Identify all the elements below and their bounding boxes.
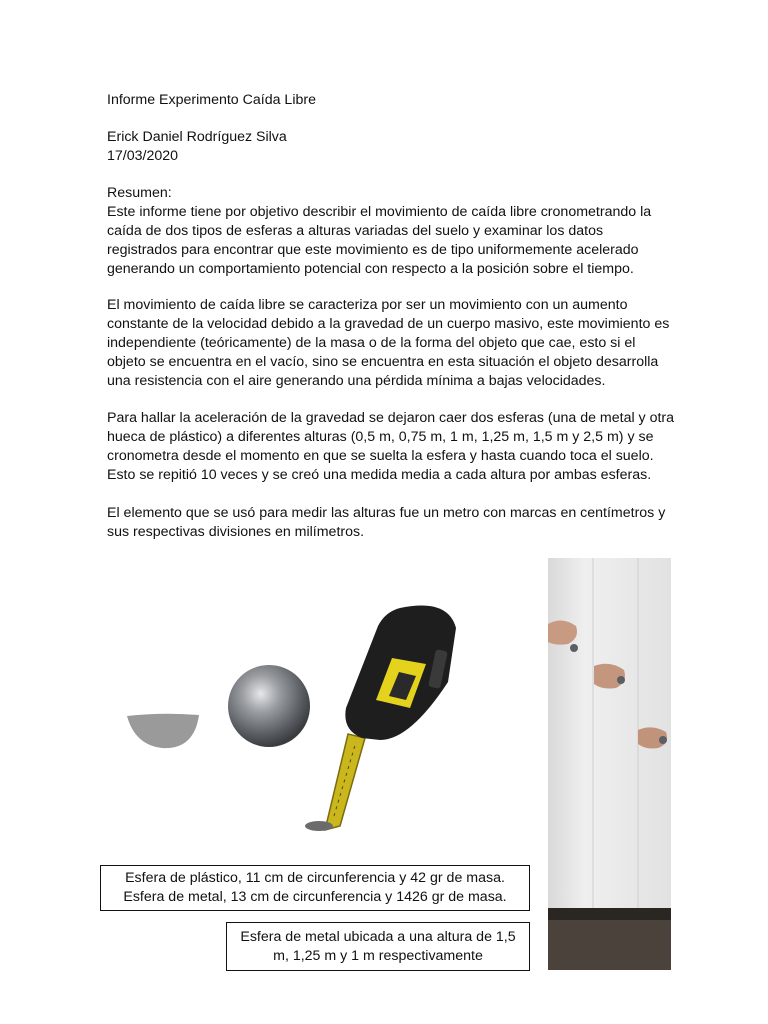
method-paragraph xyxy=(107,409,674,485)
caption-line: Esfera de plástico, 11 cm de circunferencia y 42 gr de masa. xyxy=(125,870,505,886)
plastic-half-sphere xyxy=(127,714,199,748)
paragraph-line: registrados para encontrar que este movimiento es de tipo uniformemente acelerado xyxy=(107,242,639,258)
measurement-paragraph xyxy=(107,504,665,542)
caption-line: Esfera de metal ubicada a una altura de 1,5 xyxy=(240,928,516,945)
spheres-and-tape-photo xyxy=(110,590,490,850)
paragraph-line: El movimiento de caída libre se caracteriza por ser un movimiento con un aumento xyxy=(107,297,628,313)
document-title: Informe Experimento Caída Libre xyxy=(107,92,316,108)
paragraph-line: Esto se repitió 10 veces y se creó una medida media a cada altura por ambas esferas. xyxy=(107,467,652,483)
report-date: 17/03/2020 xyxy=(107,148,179,164)
tape-measure xyxy=(305,606,456,832)
paragraph-line: independiente (teóricamente) de la masa o de la forma del objeto que cae, esto si el xyxy=(107,335,636,351)
metal-sphere xyxy=(228,665,310,747)
spheres-caption xyxy=(100,865,530,911)
paragraph-line: Este informe tiene por objetivo describir el movimiento de caída libre cronometrando la xyxy=(107,204,652,220)
free-fall-paragraph xyxy=(107,296,669,391)
paragraph-line: hueca de plástico) a diferentes alturas (0,5 m, 0,75 m, 1 m, 1,25 m, 1,5 m y 2,5 m) y se xyxy=(107,429,654,445)
heights-caption xyxy=(226,922,530,971)
summary-paragraph xyxy=(107,203,651,279)
summary-heading: Resumen: xyxy=(107,185,172,201)
caption-line: Esfera de metal, 13 cm de circunferencia y 1426 gr de masa. xyxy=(123,889,507,905)
paragraph-line: Para hallar la aceleración de la gravedad se dejaron caer dos esferas (una de metal y otra xyxy=(107,410,675,426)
paragraph-line: generando un comportamiento potencial con respecto a la posición sobre el tiempo. xyxy=(107,261,634,277)
paragraph-line: constante de la velocidad debido a la gravedad de un cuerpo masivo, este movimiento es xyxy=(107,316,670,332)
paragraph-line: objeto se encuentra en el vacío, sino se encuentra en esta situación el objeto desarrolla xyxy=(107,354,659,370)
author-name: Erick Daniel Rodríguez Silva xyxy=(107,129,287,145)
paragraph-line: cronometra desde el momento en que se suelta la esfera y hasta cuando toca el suelo. xyxy=(107,448,654,464)
sphere-heights-photo xyxy=(548,558,671,970)
paragraph-line: caída de dos tipos de esferas a alturas variadas del suelo y examinar los datos xyxy=(107,223,604,239)
paragraph-line: una resistencia con el aire generando una pérdida mínima a bajas velocidades. xyxy=(107,373,606,389)
paragraph-line: sus respectivas divisiones en milímetros. xyxy=(107,524,365,540)
paragraph-line: El elemento que se usó para medir las alturas fue un metro con marcas en centímetros y xyxy=(107,505,666,521)
caption-line: m, 1,25 m y 1 m respectivamente xyxy=(273,947,483,964)
